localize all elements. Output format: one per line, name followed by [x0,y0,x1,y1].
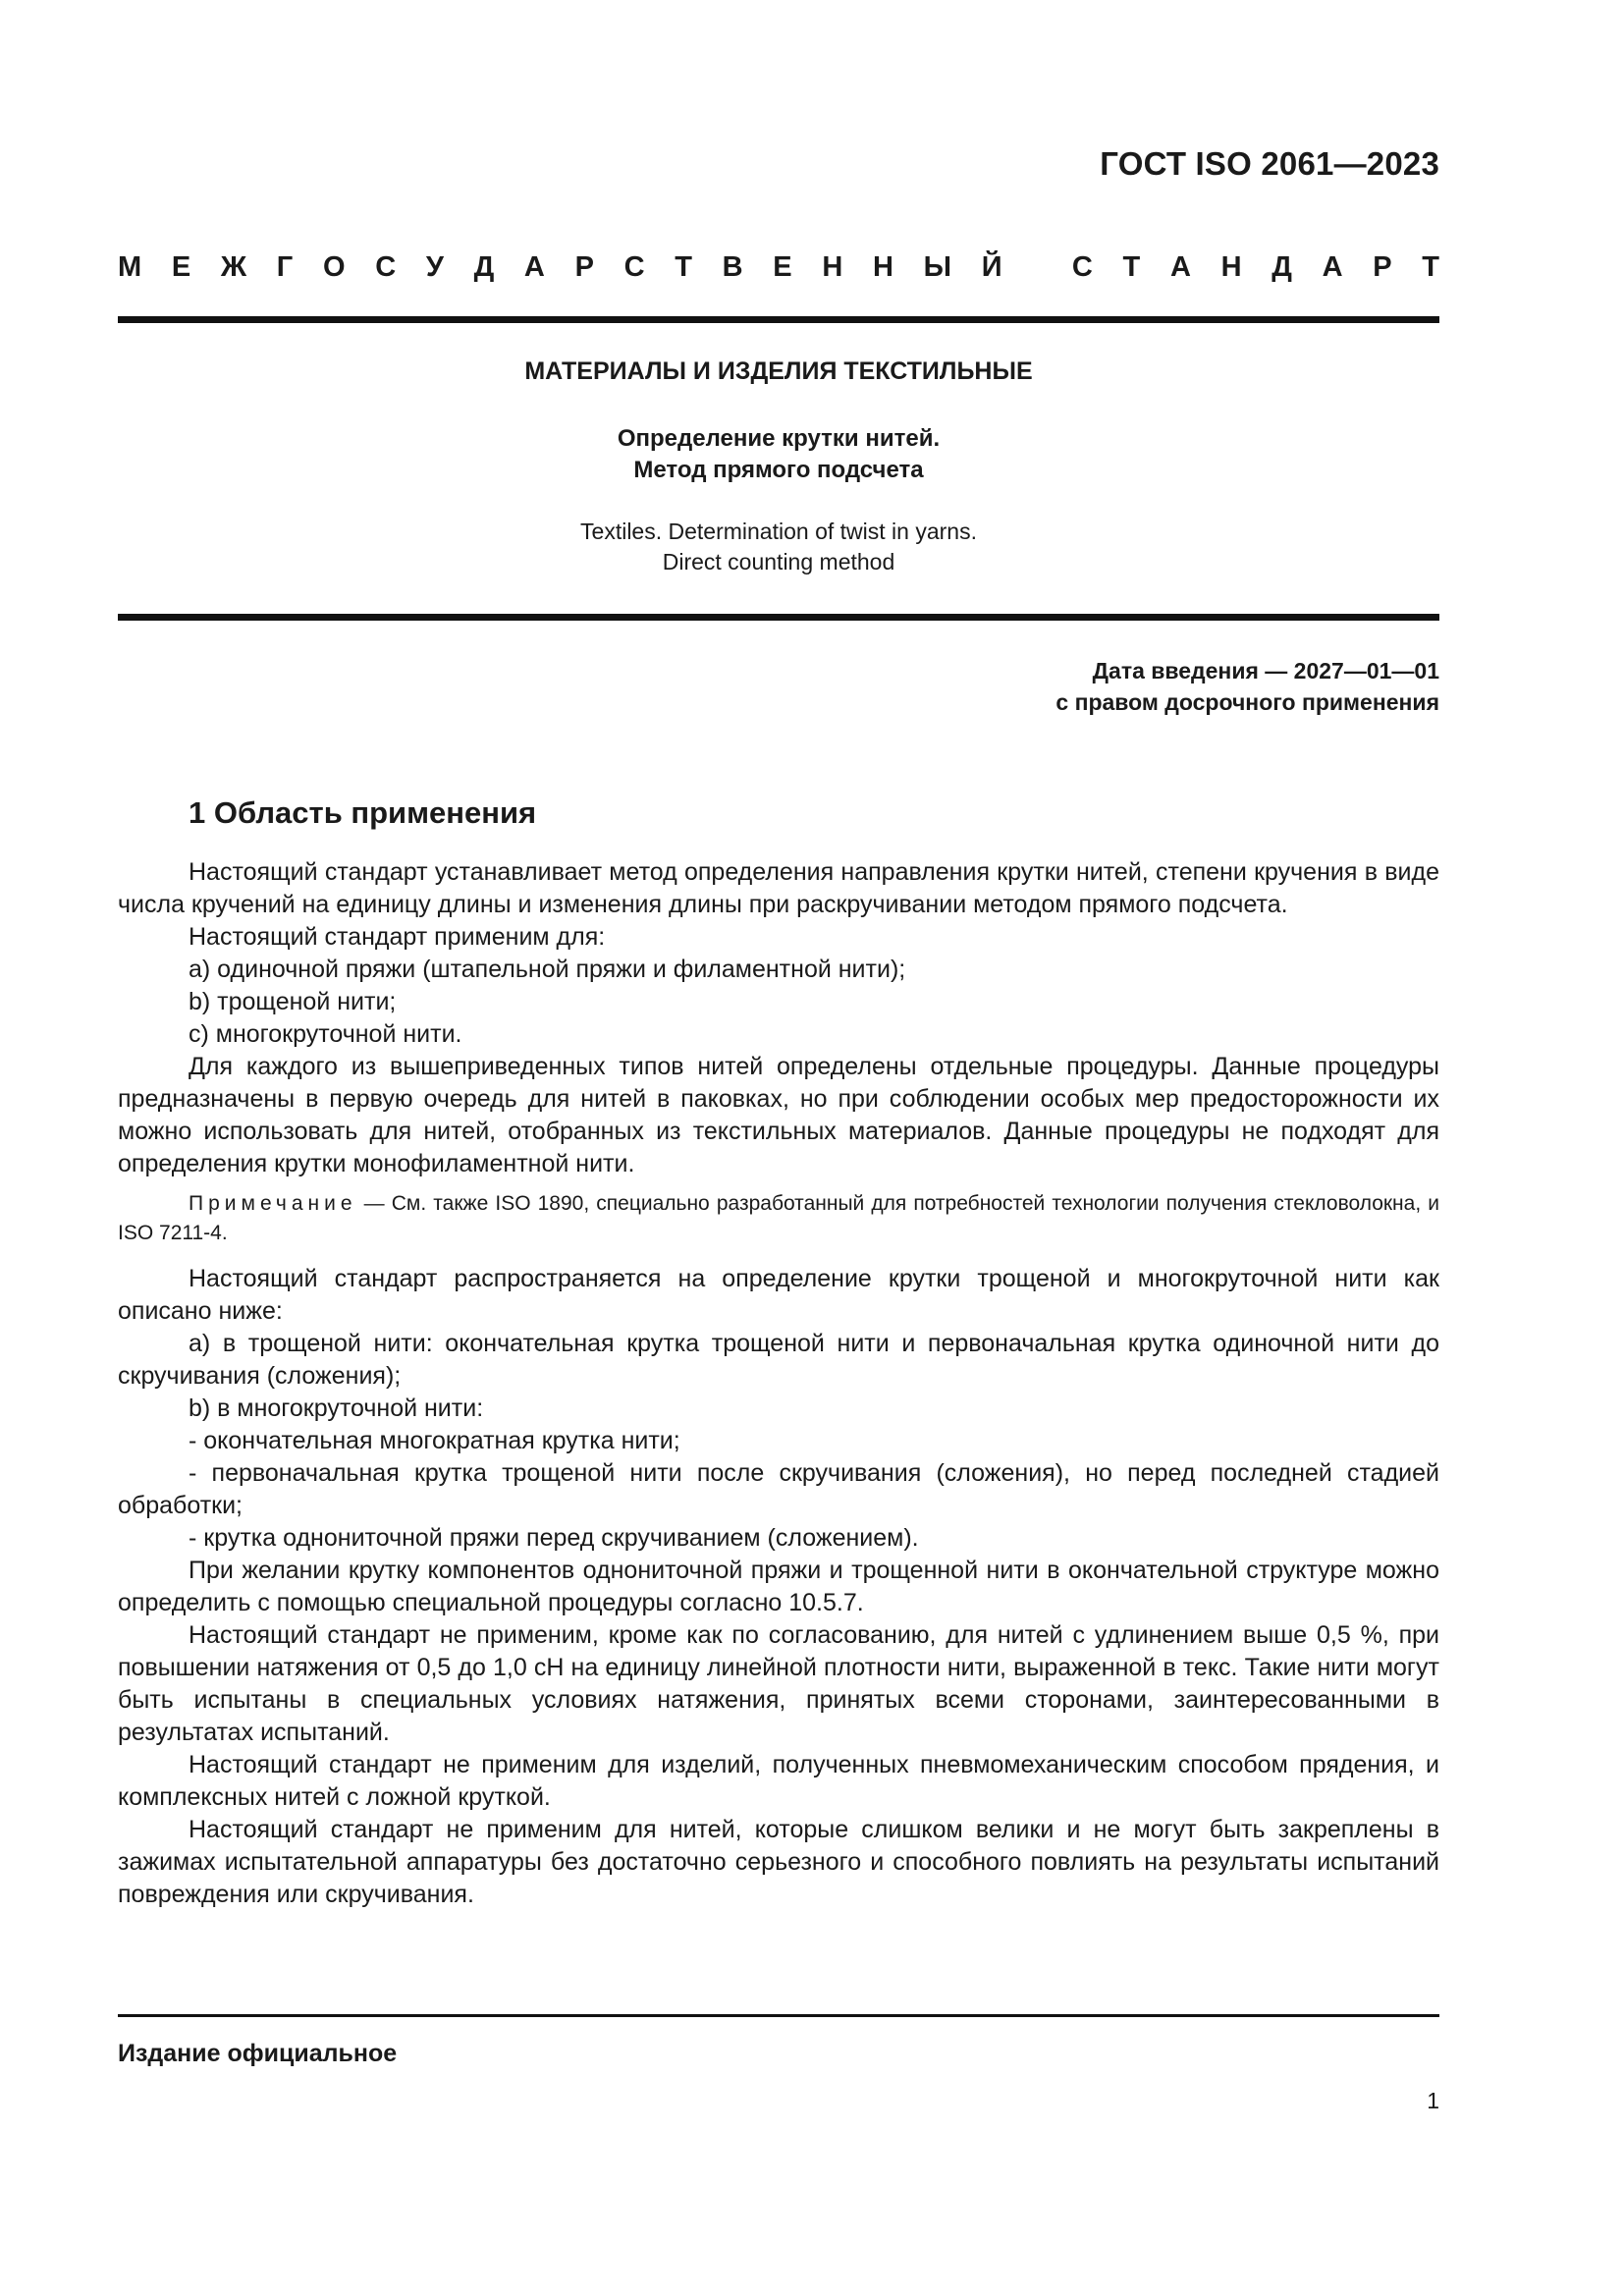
standard-type-space [1032,251,1042,284]
list-item: c) многокруточной нити. [189,1020,462,1048]
list-item: a) одиночной пряжи (штапельной пряжи и филаментной нити); [189,956,906,983]
list-item: a) в трощеной нити: окончательная крутка трощеной нити и первоначальная крутка одиночной нити до скручивания (сложения); [118,1330,1439,1390]
standard-type-letter: Д [1271,251,1292,283]
paragraph: Настоящий стандарт не применим для изделий, полученных пневмомеханическим способом прядения, и комплексных нитей с ложной круткой. [118,1751,1439,1811]
standard-type-letter: А [1169,251,1191,283]
paragraph: Настоящий стандарт распространяется на определение крутки трощеной и многокруточной нити как описано ниже: [118,1265,1439,1325]
standard-type-letter: Н [872,251,893,283]
english-title-line: Textiles. Determination of twist in yarns. [580,519,977,544]
standard-type-heading [118,251,1439,284]
introduction-date [1055,655,1439,718]
section-heading: 1 Область применения [189,795,537,830]
paragraph: Для каждого из вышеприведенных типов нитей определены отдельные процедуры. Данные процедуры предназначены в первую очередь для нитей в паковках, но при соблюдении особых мер предосторожности их можно использовать для нитей, отобранных из текстильных материалов. Данные процедуры не подходят для определения крутки монофиламентной нити. [118,1053,1439,1177]
standard-type-letter: Ж [220,251,247,283]
sub-title [118,423,1439,486]
english-title [118,517,1439,577]
standard-type-letter: Т [675,251,692,283]
standard-type-letter: Д [473,251,495,283]
sub-title-line: Определение крутки нитей. [617,425,941,452]
note-label: Примечание [189,1192,357,1215]
standard-type-letter: М [118,251,142,283]
dash-item: - первоначальная крутка трощеной нити после скручивания (сложения), но перед последней стадией обработки; [118,1459,1439,1519]
standard-type-letter: А [523,251,545,283]
main-title: МАТЕРИАЛЫ И ИЗДЕЛИЯ ТЕКСТИЛЬНЫЕ [524,357,1033,385]
dash-item: - крутка однониточной пряжи перед скручиванием (сложением). [189,1524,919,1552]
standard-type-letter: Т [1122,251,1141,283]
paragraph: Настоящий стандарт устанавливает метод определения направления крутки нитей, степени кручения в виде числа кручений на единицу длины и изменения длины при раскручивании методом прямого подсчета. [118,858,1439,918]
edition-label: Издание официальное [118,2040,398,2067]
page-number: 1 [1427,2088,1439,2113]
standard-type-letter: Р [1373,251,1392,283]
document-number: ГОСТ ISO 2061—2023 [1100,145,1439,182]
standard-type-letter: С [623,251,645,283]
note-text: — См. также ISO 1890, специально разработанный для потребностей технологии получения стекловолокна, и ISO 7211-4. [118,1192,1439,1244]
standard-type-letter: В [722,251,743,283]
standard-type-letter: Г [276,251,294,283]
introduction-date-line: Дата введения — 2027—01—01 [1092,658,1439,683]
standard-type-letter: Е [171,251,191,283]
standard-type-letter: С [375,251,397,283]
list-item: b) в многокруточной нити: [189,1394,484,1422]
standard-type-letter: Н [1220,251,1242,283]
standard-type-letter: Н [822,251,843,283]
footer-divider [118,2014,1439,2017]
early-application-line: с правом досрочного применения [1055,689,1439,715]
standard-type-letter: У [425,251,444,283]
sub-title-line: Метод прямого подсчета [633,457,924,483]
title-divider [118,614,1439,621]
dash-item: - окончательная многократная крутка нити; [189,1427,680,1454]
paragraph: Настоящий стандарт не применим, кроме как по согласованию, для нитей с удлинением выше 0,5 %, при повышении натяжения от 0,5 до 1,0 сН на единицу линейной плотности нити, выраженной в текс. Такие нити могут быть испытаны в специальных условиях натяжения, принятых всеми сторонами, заинтересованными в результатах испытаний. [118,1621,1439,1746]
standard-type-letter: Т [1422,251,1439,283]
section-body [118,856,1439,1911]
standard-type-letter: С [1071,251,1093,283]
standard-type-letter: А [1322,251,1343,283]
note [118,1189,1439,1248]
top-divider [118,316,1439,323]
paragraph: Настоящий стандарт применим для: [189,923,606,951]
standard-type-letter: Ы [923,251,951,283]
paragraph: Настоящий стандарт не применим для нитей, которые слишком велики и не могут быть закреплены в зажимах испытательной аппаратуры без достаточно серьезного и способного повлиять на результаты испытаний повреждения или скручивания. [118,1816,1439,1908]
standard-type-letter: Е [773,251,792,283]
standard-type-letter: О [322,251,346,283]
standard-type-letter: Р [574,251,594,283]
standard-type-letter: Й [981,251,1002,283]
english-title-line: Direct counting method [662,549,895,574]
paragraph: При желании крутку компонентов однониточной пряжи и трощенной нити в окончательной структуре можно определить с помощью специальной процедуры согласно 10.5.7. [118,1557,1439,1616]
list-item: b) трощеной нити; [189,988,397,1015]
